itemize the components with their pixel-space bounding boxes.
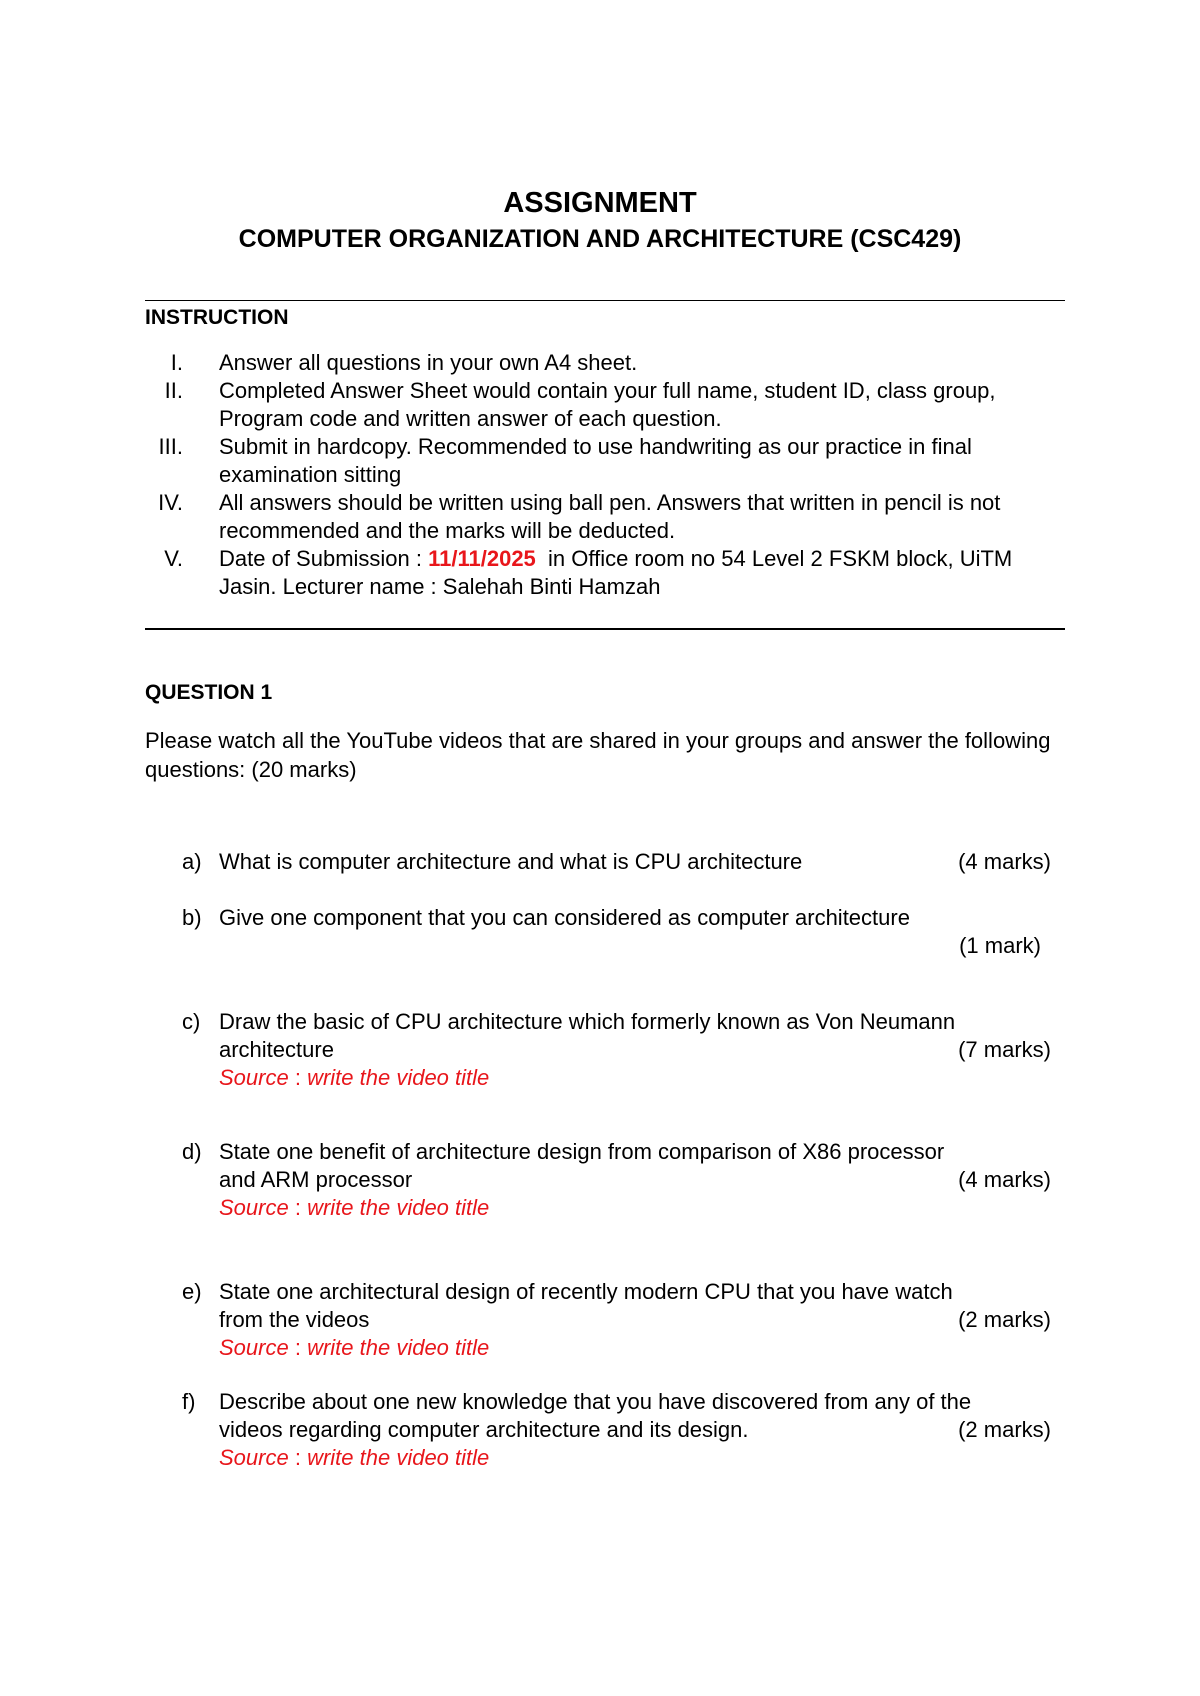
question-1-heading: QUESTION 1 bbox=[145, 681, 273, 704]
question-text: State one benefit of architecture design from comparison of X86 processor bbox=[219, 1139, 945, 1164]
question-text: State one architectural design of recently modern CPU that you have watch bbox=[219, 1279, 953, 1304]
instruction-item bbox=[145, 489, 1065, 545]
instruction-text: Answer all questions in your own A4 sheet. bbox=[219, 350, 638, 375]
question-marks: (2 marks) bbox=[958, 1417, 1051, 1442]
instruction-heading: INSTRUCTION bbox=[145, 306, 289, 329]
question-letter: e) bbox=[182, 1279, 202, 1304]
instruction-item bbox=[145, 433, 1065, 489]
question-marks: (1 mark) bbox=[959, 933, 1041, 958]
instruction-text: Submit in hardcopy. Recommended to use handwriting as our practice in final examination sitting bbox=[219, 434, 972, 487]
instruction-list bbox=[145, 349, 1065, 601]
question-item-e bbox=[145, 1278, 1065, 1362]
question-letter: d) bbox=[182, 1139, 202, 1164]
question-item-d bbox=[145, 1138, 1065, 1222]
instruction-number: I. bbox=[170, 350, 183, 375]
instruction-text: All answers should be written using ball pen. Answers that written in pencil is not recommended and the marks will be deducted. bbox=[219, 490, 1001, 543]
source-line bbox=[219, 1334, 1051, 1362]
question-text: from the videos bbox=[219, 1307, 370, 1332]
source-text: write the video title bbox=[307, 1195, 490, 1220]
source-separator: : bbox=[288, 1445, 308, 1470]
source-label: Source bbox=[219, 1445, 289, 1470]
source-label: Source bbox=[219, 1065, 289, 1090]
source-label: Source bbox=[219, 1195, 289, 1220]
source-label: Source bbox=[219, 1335, 289, 1360]
question-item-a bbox=[145, 848, 1065, 876]
instruction-item bbox=[145, 545, 1065, 601]
question-text: and ARM processor bbox=[219, 1167, 413, 1192]
question-marks: (4 marks) bbox=[958, 1167, 1051, 1192]
question-text: videos regarding computer architecture and its design. bbox=[219, 1417, 749, 1442]
question-item-b bbox=[145, 904, 1065, 960]
instruction-number: III. bbox=[158, 434, 183, 459]
source-text: write the video title bbox=[307, 1445, 490, 1470]
source-line bbox=[219, 1444, 1051, 1472]
question-text: Draw the basic of CPU architecture which formerly known as Von Neumann bbox=[219, 1009, 956, 1034]
course-title: COMPUTER ORGANIZATION AND ARCHITECTURE (CSC429) bbox=[238, 225, 962, 253]
instruction-item bbox=[145, 349, 1065, 377]
question-letter: c) bbox=[182, 1009, 201, 1034]
question-1-intro: Please watch all the YouTube videos that are shared in your groups and answer the following questions: (20 marks) bbox=[145, 728, 1051, 782]
question-text: What is computer architecture and what is CPU architecture bbox=[219, 849, 803, 874]
instruction-text: Completed Answer Sheet would contain your full name, student ID, class group, Program code and written answer of each question. bbox=[219, 378, 996, 431]
source-line bbox=[219, 1064, 1051, 1092]
source-separator: : bbox=[288, 1195, 308, 1220]
source-text: write the video title bbox=[307, 1065, 490, 1090]
document-title: ASSIGNMENT bbox=[503, 187, 697, 219]
instruction-item bbox=[145, 377, 1065, 433]
question-letter: b) bbox=[182, 905, 202, 930]
instruction-number: II. bbox=[164, 378, 183, 403]
submission-date: 11/11/2025 bbox=[428, 546, 536, 571]
submission-label: Date of Submission : bbox=[219, 546, 429, 571]
instruction-number: IV. bbox=[158, 490, 183, 515]
instruction-number: V. bbox=[164, 546, 183, 571]
question-marks: (2 marks) bbox=[958, 1307, 1051, 1332]
source-separator: : bbox=[288, 1335, 308, 1360]
question-text: architecture bbox=[219, 1037, 334, 1062]
question-marks: (4 marks) bbox=[958, 849, 1051, 874]
question-item-c bbox=[145, 1008, 1065, 1092]
question-text: Give one component that you can considered as computer architecture bbox=[219, 905, 910, 930]
question-letter: a) bbox=[182, 849, 202, 874]
bottom-divider bbox=[145, 628, 1065, 630]
question-text: Describe about one new knowledge that you have discovered from any of the bbox=[219, 1389, 972, 1414]
source-line bbox=[219, 1194, 1051, 1222]
question-letter: f) bbox=[182, 1389, 196, 1414]
question-item-f bbox=[145, 1388, 1065, 1472]
submission-details: in Office room no 54 Level 2 FSKM block, UiTM Jasin. Lecturer name : Salehah Binti Hamzah bbox=[219, 546, 1019, 599]
top-divider bbox=[145, 300, 1065, 301]
source-text: write the video title bbox=[307, 1335, 490, 1360]
question-marks: (7 marks) bbox=[958, 1037, 1051, 1062]
source-separator: : bbox=[288, 1065, 308, 1090]
